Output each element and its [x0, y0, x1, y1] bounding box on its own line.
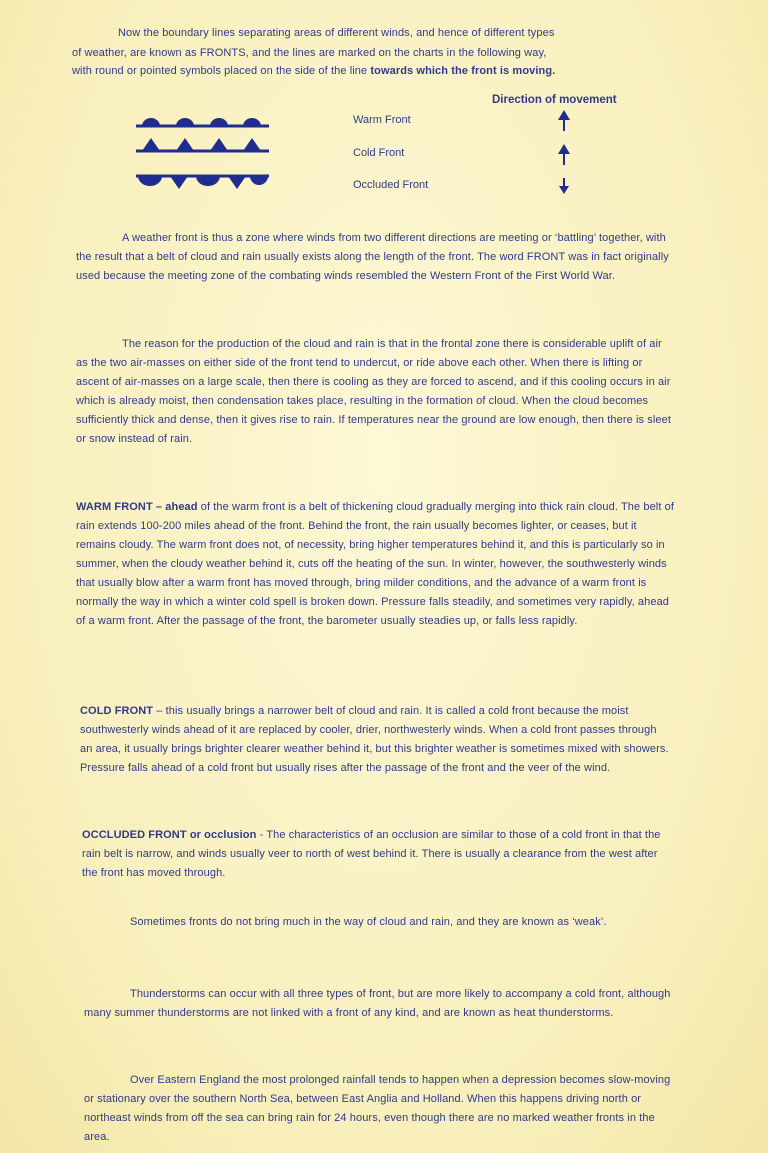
paragraph-weak-fronts: Sometimes fronts do not bring much in the way of cloud and rain, and they are known as ‘weak’.: [130, 916, 607, 928]
occluded-front-text: - The characteristics of an occlusion are similar to those of a cold front in that the rain belt is narrow, and winds usually veer to north of west behind it. There is usually a clearance from the west after the front has moved through.: [82, 829, 661, 879]
occluded-front-heading: OCCLUDED FRONT or occlusion: [82, 829, 257, 841]
paragraph-cloud-rain-reason: The reason for the production of the cloud and rain is that in the frontal zone there is considerable uplift of air as the two air-masses on either side of the front tend to undercut, or ride above each other. When there is lifting or ascent of air-masses on a large scale, then there is cooling as they are forced to ascend, and if this cooling occurs in air which is already moist, then condensation takes place, resulting in the formation of cloud. When the cloud becomes sufficiently thick and dense, then it gives rise to rain. If temperatures near the ground are low enough, then there is sleet or snow instead of rain.: [76, 338, 672, 445]
warm-front-symbol: [136, 114, 270, 132]
occluded-front-label: Occluded Front: [353, 179, 429, 191]
cold-front-up-arrow-icon: [558, 144, 570, 166]
paragraph-eastern-england: Over Eastern England the most prolonged rainfall tends to happen when a depression becomes slow-moving or stationary over the southern North Sea, between East Anglia and Holland. When this happens driving north or northeast winds from off the sea can bring rain for 24 hours, even though there are no marked weather fronts in the area.: [84, 1074, 671, 1143]
intro-line-3-text: with round or pointed symbols placed on the side of the line: [72, 65, 371, 77]
intro-line-3: [72, 62, 712, 81]
direction-header: Direction of movement: [492, 94, 617, 106]
paragraph-front-zone: A weather front is thus a zone where winds from two different directions are meeting or ‘battling’ together, with the result that a belt of cloud and rain usually exists along the length of the front. The word FRONT was in fact originally used because the meeting zone of the combating winds resembled the Western Front of the First World War.: [76, 232, 669, 282]
cold-front-symbol: [136, 136, 270, 156]
occluded-front-down-arrow-icon: [558, 178, 570, 196]
intro-line-1: Now the boundary lines separating areas of different winds, and hence of different types: [118, 27, 555, 39]
intro-line-3-emphasis: towards which the front is moving.: [370, 65, 556, 77]
cold-front-text: – this usually brings a narrower belt of cloud and rain. It is called a cold front because the moist southwesterly winds ahead of it are replaced by cooler, drier, northwesterly winds. When a cold front passes through an area, it usually brings brighter clearer weather behind it, but this brighter weather is sometimes mixed with showers. Pressure falls ahead of a cold front but usually rises after the passage of the front and the veer of the wind.: [80, 705, 669, 774]
cold-front-heading: COLD FRONT: [80, 705, 154, 717]
occluded-front-symbol: [136, 172, 270, 192]
paragraph-thunderstorms: Thunderstorms can occur with all three types of front, but are more likely to accompany a cold front, although many summer thunderstorms are not linked with a front of any kind, and are known as heat thunderstorms.: [84, 988, 671, 1019]
warm-front-text: of the warm front is a belt of thickening cloud gradually merging into thick rain cloud. The belt of rain extends 100-200 miles ahead of the front. Behind the front, the rain usually becomes lighter, or ceases, but it remains cloudy. The warm front does not, of necessity, bring higher temperatures behind it, and this is particularly so in summer, when the cloudy weather behind it, cuts off the heating of the sun. In winter, however, the southwesterly winds that usually blow after a warm front has moved through, bring milder conditions, and the advance of a warm front is normally the way in which a winter cold spell is broken down. Pressure falls steadily, and sometimes very rapidly, ahead of a warm front. After the passage of the front, the barometer usually steadies up, or falls less rapidly.: [76, 501, 675, 627]
warm-front-heading: WARM FRONT – ahead: [76, 501, 198, 513]
paragraph-warm-front: [76, 498, 676, 631]
intro-line-2: of weather, are known as FRONTS, and the lines are marked on the charts in the following way,: [72, 47, 547, 59]
cold-front-label: Cold Front: [353, 147, 405, 159]
paragraph-cold-front: [80, 702, 672, 778]
warm-front-up-arrow-icon: [558, 110, 570, 132]
paragraph-occluded-front: [82, 826, 674, 883]
warm-front-label: Warm Front: [353, 114, 411, 126]
